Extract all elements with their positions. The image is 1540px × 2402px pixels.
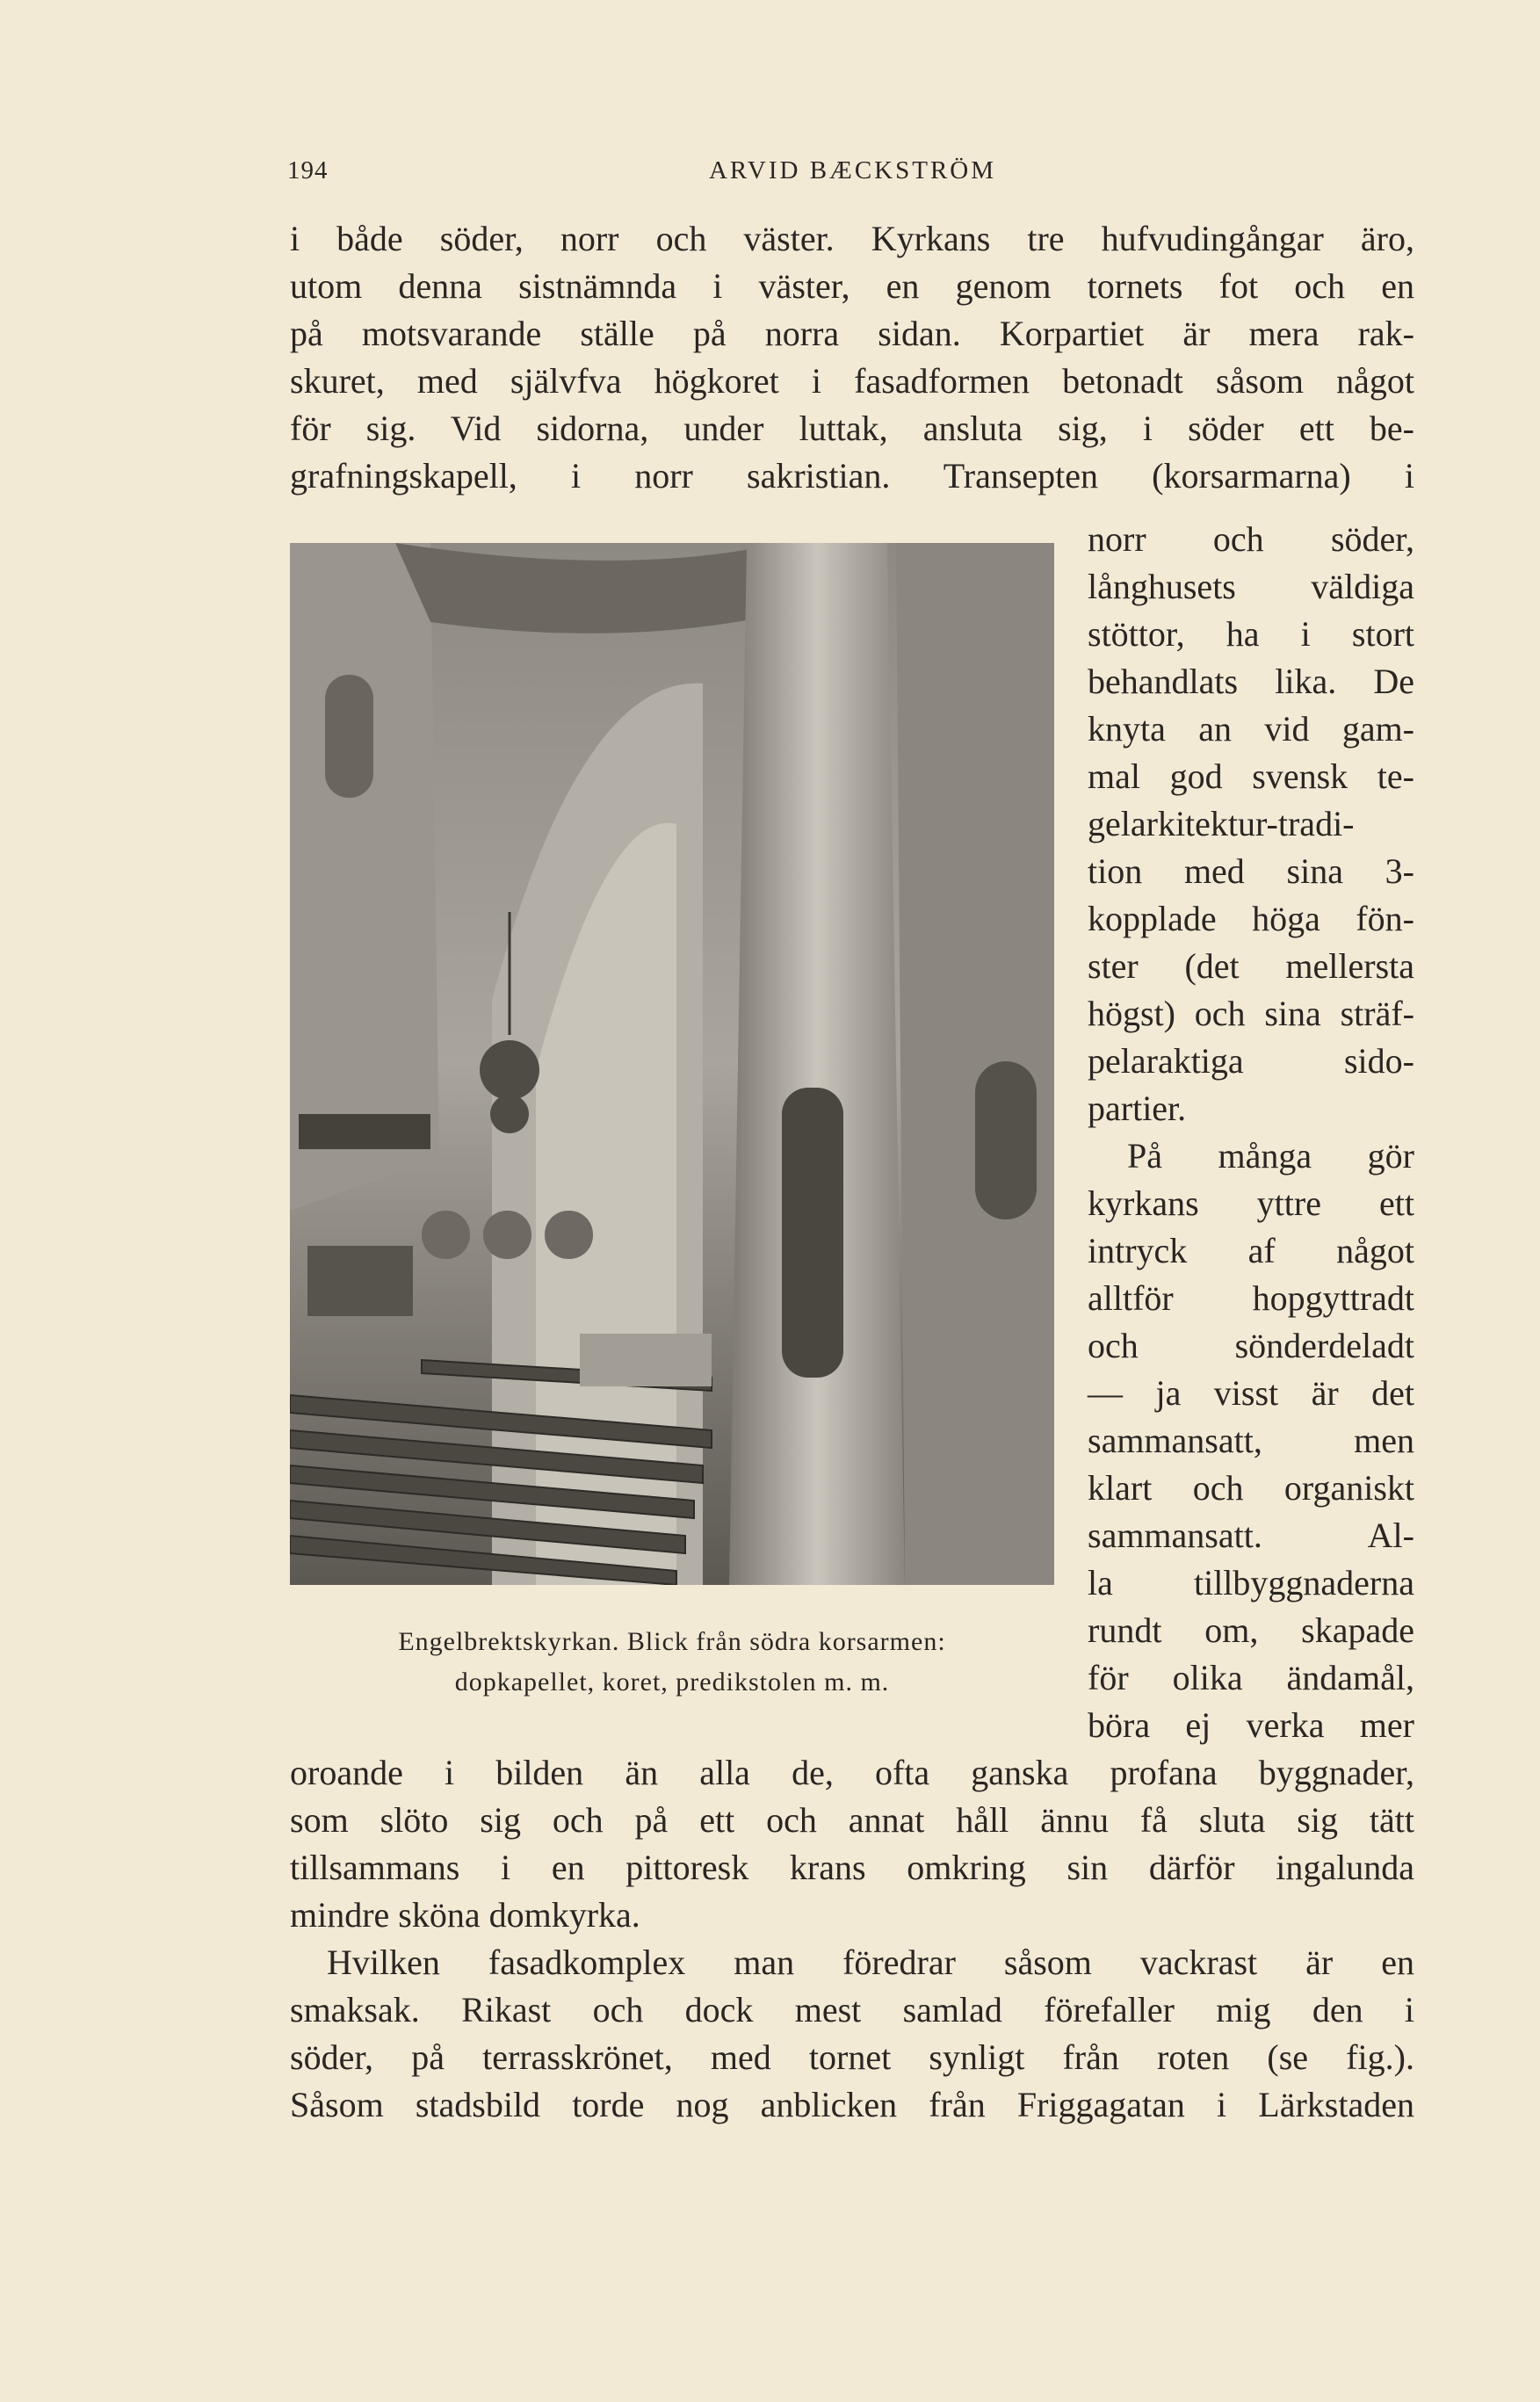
text-line: och sönderdeladt bbox=[1088, 1326, 1414, 1365]
text-line: söder, på terrasskrönet, med tornet synligt från roten (se fig.). bbox=[290, 2037, 1414, 2077]
text-line: alltför hopgyttradt bbox=[1088, 1278, 1414, 1318]
text-line: behandlats lika. De bbox=[1088, 662, 1414, 701]
text-line: kyrkans yttre ett bbox=[1088, 1183, 1414, 1223]
page-header bbox=[287, 156, 1418, 200]
text-line: långhusets väldiga bbox=[1088, 567, 1414, 606]
text-line: utom denna sistnämnda i väster, en genom tornets fot och en bbox=[290, 266, 1414, 306]
page-number: 194 bbox=[287, 156, 329, 184]
figure-caption-line: Engelbrektskyrkan. Blick från södra korsarmen: bbox=[398, 1627, 946, 1656]
text-line: Hvilken fasadkomplex man föredrar såsom vackrast är en bbox=[327, 1943, 1414, 1982]
text-line: tion med sina 3- bbox=[1088, 851, 1414, 891]
text-line: för sig. Vid sidorna, under luttak, ansluta sig, i söder ett be- bbox=[290, 409, 1414, 448]
church-interior-photo bbox=[290, 543, 1054, 1585]
text-line: gelarkitektur-tradi- bbox=[1088, 804, 1355, 843]
text-line: stöttor, ha i stort bbox=[1088, 614, 1414, 654]
text-line: ster (det mellersta bbox=[1088, 946, 1414, 986]
text-line: skuret, med självfva högkoret i fasadformen betonadt såsom något bbox=[290, 361, 1414, 401]
text-line: böra ej verka mer bbox=[1088, 1705, 1414, 1745]
text-line: knyta an vid gam- bbox=[1088, 709, 1414, 749]
text-line: sammansatt. Al- bbox=[1088, 1516, 1414, 1555]
text-line: i både söder, norr och väster. Kyrkans tre hufvudingångar äro, bbox=[290, 219, 1414, 258]
running-head: ARVID BÆCKSTRÖM bbox=[708, 156, 997, 184]
text-line: partier. bbox=[1088, 1089, 1187, 1128]
text-line: som slöto sig och på ett och annat håll ännu få sluta sig tätt bbox=[290, 1800, 1414, 1840]
text-line: högst) och sina sträf- bbox=[1088, 994, 1414, 1033]
text-line: smaksak. Rikast och dock mest samlad förefaller mig den i bbox=[290, 1990, 1414, 2029]
text-line: Såsom stadsbild torde nog anblicken från Friggagatan i Lärkstaden bbox=[290, 2085, 1414, 2124]
text-line: mindre sköna domkyrka. bbox=[290, 1895, 640, 1935]
text-line: pelaraktiga sido- bbox=[1088, 1041, 1414, 1081]
text-line: kopplade höga fön- bbox=[1088, 899, 1414, 938]
text-line: sammansatt, men bbox=[1088, 1421, 1414, 1460]
text-line: klart och organiskt bbox=[1088, 1468, 1414, 1508]
text-line: rundt om, skapade bbox=[1088, 1610, 1414, 1650]
text-line: På många gör bbox=[1127, 1136, 1414, 1176]
text-line: intryck af något bbox=[1088, 1231, 1414, 1270]
text-line: grafningskapell, i norr sakristian. Transepten (korsarmarna) i bbox=[290, 456, 1414, 496]
figure-caption-line: dopkapellet, koret, predikstolen m. m. bbox=[454, 1668, 890, 1697]
text-line: oroande i bilden än alla de, ofta ganska profana byggnader, bbox=[290, 1753, 1414, 1792]
text-line: tillsammans i en pittoresk krans omkring sin därför ingalunda bbox=[290, 1848, 1414, 1887]
text-line: för olika ändamål, bbox=[1088, 1658, 1414, 1697]
text-line: mal god svensk te- bbox=[1088, 756, 1414, 796]
text-line: — ja visst är det bbox=[1088, 1373, 1414, 1413]
text-line: la tillbyggnaderna bbox=[1088, 1563, 1414, 1603]
text-line: på motsvarande ställe på norra sidan. Korpartiet är mera rak- bbox=[290, 314, 1414, 353]
text-line: norr och söder, bbox=[1088, 519, 1414, 559]
